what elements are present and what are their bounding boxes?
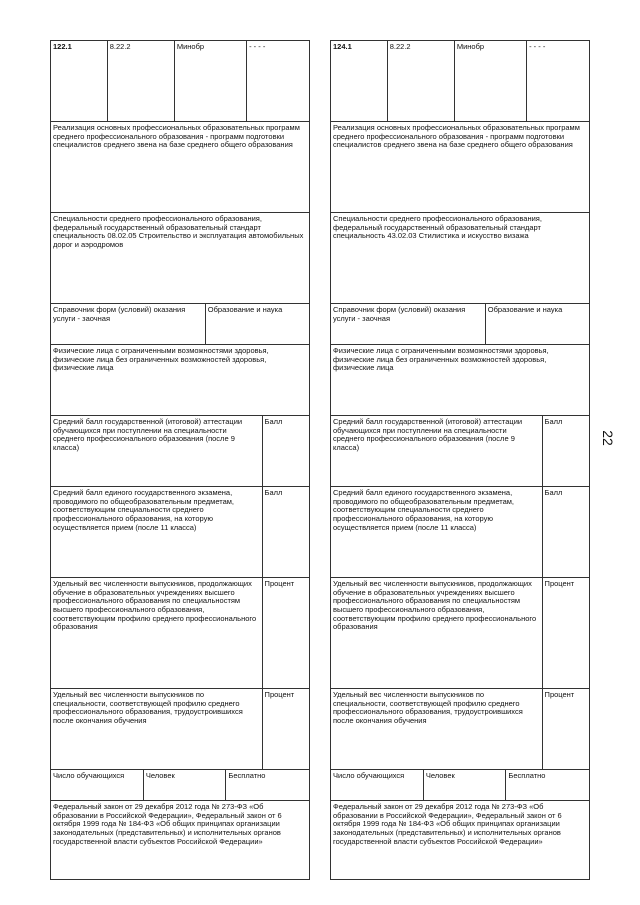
program-text: Реализация основных профессиональных образовательных программ среднего профессионального образования - программ подготовки специалистов среднего звена на базе среднего общего образования	[333, 123, 580, 150]
indicator-text: Средний балл государственной (итоговой) аттестации обучающихся при поступлении на специальности среднего профессионального образования (после 9 класса)	[51, 416, 263, 486]
indicator-unit: Процент	[264, 690, 295, 699]
count-label: Число обучающихся	[331, 770, 424, 800]
ministry: Минобр	[175, 41, 247, 121]
person-label: Человек	[424, 770, 507, 800]
block-code: 124.1	[331, 41, 388, 121]
form-text: Образование и наука	[487, 305, 563, 314]
table-block-2	[330, 40, 590, 880]
law-text: Федеральный закон от 29 декабря 2012 года № 273-ФЗ «Об образовании в Российской Федерации», Федеральный закон от 6 октября 1999 года № 184-ФЗ «Об общих принципах организации законодательных (представительных) и исполнительных органов государственной власти субъектов Российской Федерации»	[53, 802, 282, 846]
dashes	[527, 41, 589, 121]
indicator-text: Средний балл государственной (итоговой) аттестации обучающихся при поступлении на специальности среднего профессионального образования (после 9 класса)	[331, 416, 543, 486]
block-subcode: 8.22.2	[108, 41, 175, 121]
dash: -	[533, 42, 537, 51]
indicator-unit: Балл	[544, 488, 563, 497]
payment-label: Бесплатно	[508, 771, 546, 780]
indicator-text: Удельный вес численности выпускников, продолжающих обучение в образовательных учреждениях высшего профессионального образования по специальностям высшего профессионального образования, соответствующим профилю среднего профессионального образования	[331, 578, 543, 688]
dash: -	[258, 42, 261, 51]
indicator-text: Удельный вес численности выпускников по специальности, соответствующей профилю среднего профессионального образования, трудоустроившихся после окончания обучения	[331, 689, 543, 769]
form-text: Образование и наука	[207, 305, 283, 314]
indicator-text: Удельный вес численности выпускников по специальности, соответствующей профилю среднего профессионального образования, трудоустроившихся после окончания обучения	[51, 689, 263, 769]
payment-label: Бесплатно	[228, 771, 266, 780]
indicator-unit: Балл	[264, 488, 283, 497]
dash: -	[262, 42, 266, 51]
ministry: Минобр	[455, 41, 527, 121]
persons-text: Физические лица с ограниченными возможностями здоровья, физические лица без ограниченных возможностей здоровья, физические лица	[53, 346, 269, 373]
dashes	[247, 41, 309, 121]
indicator-unit: Процент	[544, 579, 575, 588]
reference-text: Справочник форм (условий) оказания услуги - заочная	[51, 304, 206, 344]
indicator-unit: Процент	[544, 690, 575, 699]
indicator-text: Удельный вес численности выпускников, продолжающих обучение в образовательных учреждениях высшего профессионального образования по специальностям высшего профессионального образования, соответствующим профилю среднего профессионального образования	[51, 578, 263, 688]
indicator-unit: Балл	[264, 417, 283, 426]
indicator-text: Средний балл единого государственного экзамена, проводимого по общеобразовательным предметам, соответствующим специальности среднего профессионального образования, на которую осуществляется прием (после 11 класса)	[331, 487, 543, 577]
indicator-text: Средний балл единого государственного экзамена, проводимого по общеобразовательным предметам, соответствующим специальности среднего профессионального образования, на которую осуществляется прием (после 11 класса)	[51, 487, 263, 577]
count-label: Число обучающихся	[51, 770, 144, 800]
dash: -	[253, 42, 257, 51]
specialty-text: Специальности среднего профессионального образования, федеральный государственный образовательный стандарт специальность 43.02.03 Стилистика и искусство визажа	[333, 214, 542, 241]
program-text: Реализация основных профессиональных образовательных программ среднего профессионального образования - программ подготовки специалистов среднего звена на базе среднего общего образования	[53, 123, 300, 150]
specialty-text: Специальности среднего профессионального образования, федеральный государственный образовательный стандарт специальность 08.02.05 Строительство и эксплуатация автомобильных дорог и аэродромов	[53, 214, 304, 249]
indicator-unit: Балл	[544, 417, 563, 426]
reference-text: Справочник форм (условий) оказания услуги - заочная	[331, 304, 486, 344]
dash: -	[249, 42, 252, 51]
dash: -	[529, 42, 532, 51]
table-block-1	[50, 40, 310, 880]
persons-text: Физические лица с ограниченными возможностями здоровья, физические лица без ограниченных возможностей здоровья, физические лица	[333, 346, 549, 373]
law-text: Федеральный закон от 29 декабря 2012 года № 273-ФЗ «Об образовании в Российской Федерации», Федеральный закон от 6 октября 1999 года № 184-ФЗ «Об общих принципах организации законодательных (представительных) и исполнительных органов государственной власти субъектов Российской Федерации»	[333, 802, 562, 846]
dash: -	[542, 42, 546, 51]
block-code: 122.1	[51, 41, 108, 121]
person-label: Человек	[144, 770, 227, 800]
block-subcode: 8.22.2	[388, 41, 455, 121]
page-number: 22	[599, 430, 616, 446]
indicator-unit: Процент	[264, 579, 295, 588]
dash: -	[538, 42, 541, 51]
